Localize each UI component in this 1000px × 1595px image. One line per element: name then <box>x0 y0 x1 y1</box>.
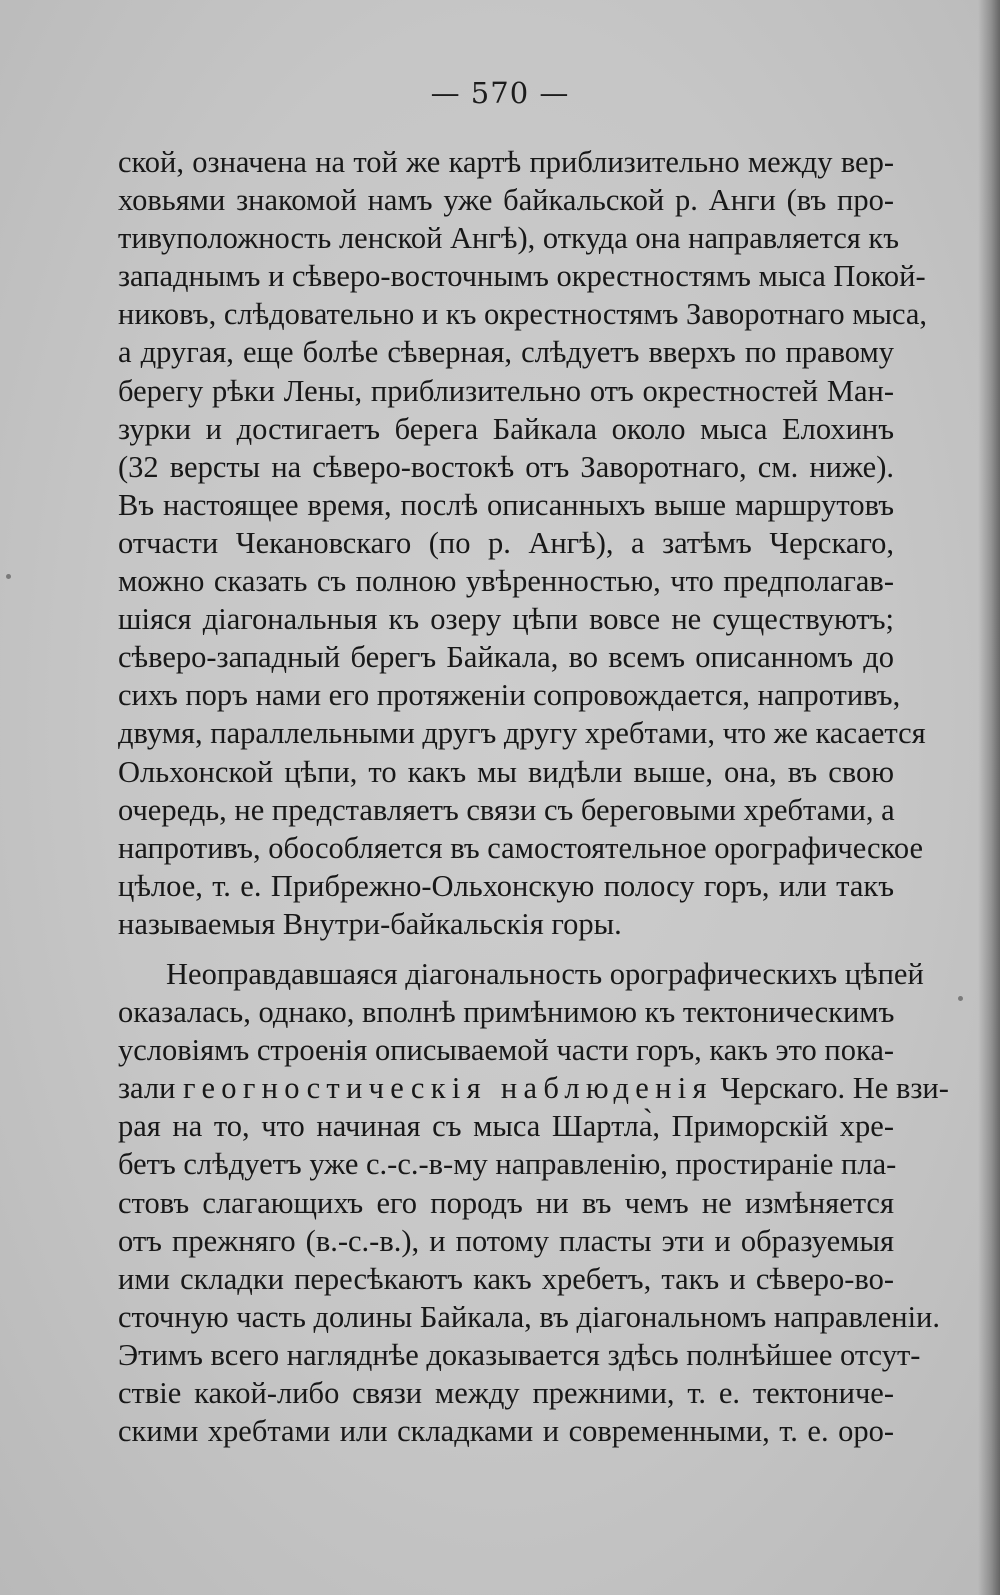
text-line: можно сказать съ полною увѣренностью, что предполагав- <box>118 564 894 599</box>
emphasized-phrase: геогностическія наблюденія <box>183 1071 713 1106</box>
text-line: сѣверо-западный берегъ Байкала, во всемъ описанномъ до <box>118 640 894 675</box>
text-line: тивуположность ленской Ангѣ), откуда она направляется къ <box>118 221 899 256</box>
text-line: зурки и достигаетъ берега Байкала около мыса Елохинъ <box>118 411 894 446</box>
text-line: ими складки пересѣкаютъ какъ хребетъ, такъ и сѣверо-во- <box>118 1261 894 1296</box>
text-line: берегу рѣки Лены, приблизительно отъ окрестностей Ман- <box>118 373 894 408</box>
text-line: рая на то, что начиная съ мыса Шартла̀, Приморскій хре- <box>118 1109 894 1144</box>
text-fragment: зали <box>118 1071 176 1106</box>
text-line: шіяся діагональныя къ озеру цѣпи вовсе не существуютъ; <box>118 602 894 637</box>
body-text <box>118 143 949 1450</box>
text-line: Неоправдавшаяся діагональность орографическихъ цѣпей <box>166 956 924 991</box>
text-line: бетъ слѣдуетъ уже с.-с.-в-му направленію, простираніе пла- <box>118 1147 897 1182</box>
text-line: оказалась, однако, вполнѣ примѣнимою къ тектоническимъ <box>118 995 895 1030</box>
paragraph-1 <box>118 143 928 943</box>
text-line: отчасти Чекановскаго (по р. Ангѣ), а затѣмъ Черскаго, <box>118 525 894 560</box>
text-line: стовъ слагающихъ его породъ ни въ чемъ не измѣняется <box>118 1185 894 1220</box>
text-line: а другая, еще болѣе сѣверная, слѣдуетъ вверхъ по правому <box>118 335 894 370</box>
text-line: западнымъ и сѣверо-восточнымъ окрестностямъ мыса Покой- <box>118 259 926 294</box>
text-line: называемыя Внутри-байкальскія горы. <box>118 906 622 941</box>
print-speck <box>6 574 11 579</box>
text-line: условіямъ строенія описываемой части горъ, какъ это пока- <box>118 1033 895 1068</box>
text-line: сточную часть долины Байкала, въ діагональномъ направленіи. <box>118 1299 940 1334</box>
text-line: Этимъ всего нагляднѣе доказывается здѣсь полнѣйшее отсут- <box>118 1337 921 1372</box>
text-line-with-emphasis <box>118 1069 949 1107</box>
print-speck <box>958 996 963 1001</box>
text-line: никовъ, слѣдовательно и къ окрестностямъ Заворотнаго мыса, <box>118 297 928 332</box>
paragraph-gap <box>118 943 894 955</box>
text-line: двумя, параллельными другъ другу хребтами, что же касается <box>118 716 926 751</box>
text-line: напротивъ, обособляется въ самостоятельное орографическое <box>118 830 923 865</box>
paragraph-2 <box>118 955 949 1450</box>
text-line: цѣлое, т. е. Прибрежно-Ольхонскую полосу горъ, или такъ <box>118 868 894 903</box>
text-fragment: Черскаго. Не взи- <box>720 1071 949 1106</box>
page-number: — 570 — <box>430 76 570 110</box>
text-line: Въ настоящее время, послѣ описанныхъ выше маршрутовъ <box>118 487 894 522</box>
text-line: (32 версты на сѣверо-востокѣ отъ Заворотнаго, см. ниже). <box>118 449 894 484</box>
text-line: скими хребтами или складками и современными, т. е. оро- <box>118 1414 894 1449</box>
text-line: ствіе какой-либо связи между прежними, т. е. тектониче- <box>118 1376 894 1410</box>
text-line: отъ прежняго (в.-с.-в.), и потому пласты эти и образуемыя <box>118 1223 894 1258</box>
text-line: ской, означена на той же картѣ приблизительно между вер- <box>118 145 894 179</box>
text-line: сихъ поръ нами его протяженіи сопровождается, напротивъ, <box>118 678 901 713</box>
page-edge-shadow <box>978 0 1000 1595</box>
text-line: ховьями знакомой намъ уже байкальской р. Анги (въ про- <box>118 183 894 218</box>
text-line: Ольхонской цѣпи, то какъ мы видѣли выше, она, въ свою <box>118 754 894 789</box>
text-line: очередь, не представляетъ связи съ береговыми хребтами, а <box>118 792 895 827</box>
